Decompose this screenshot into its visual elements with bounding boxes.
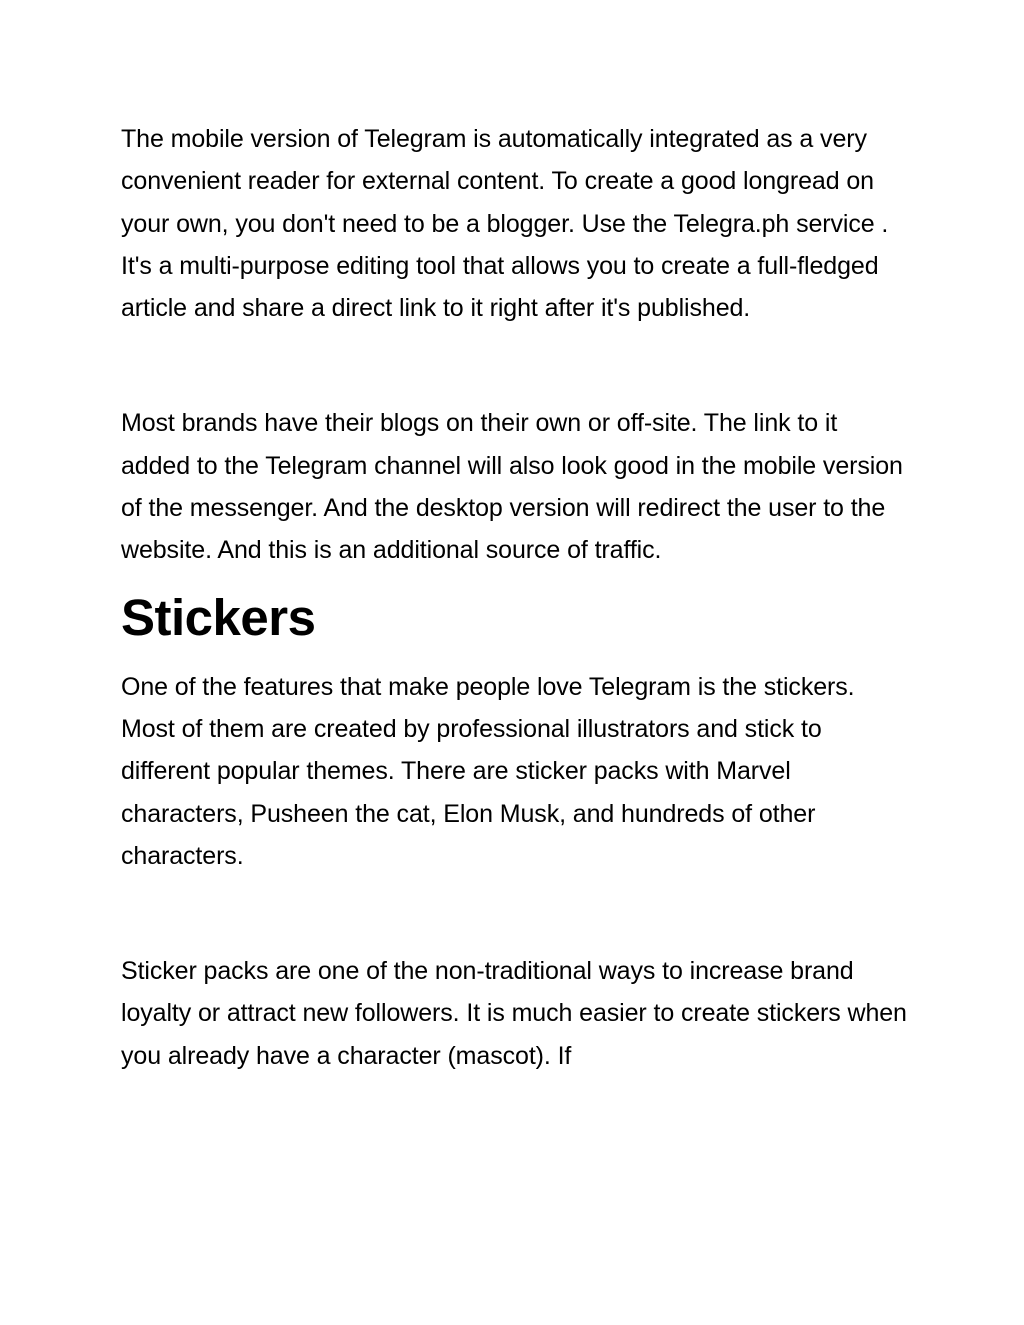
paragraph-sticker-packs: Sticker packs are one of the non-traditional ways to increase brand loyalty or attract new followers. It is much easier to create stickers when you already have a character (mascot). If xyxy=(121,957,907,1070)
paragraph-stickers-features: One of the features that make people love Telegram is the stickers. Most of them are created by professional illustrators and stick to different popular themes. There are sticker packs with Marvel characters, Pusheen the cat, Elon Musk, and hundreds of other characters. xyxy=(121,672,855,870)
paragraph-brand-blogs: Most brands have their blogs on their own or off-site. The link to it added to the Telegram channel will also look good in the mobile version of the messenger. And the desktop version will redirect the user to the website. And this is an additional source of traffic. xyxy=(121,409,903,565)
section-heading-stickers: Stickers xyxy=(121,588,316,646)
document-content xyxy=(121,118,911,1077)
paragraph-spacer xyxy=(121,329,911,402)
paragraph-spacer xyxy=(121,877,911,950)
paragraph-telegraph: The mobile version of Telegram is automatically integrated as a very convenient reader for external content. To create a good longread on your own, you don't need to be a blogger. Use the Telegra.ph service . It's a multi-purpose editing tool that allows you to create a full-fledged article and share a direct link to it right after it's published. xyxy=(121,125,889,323)
